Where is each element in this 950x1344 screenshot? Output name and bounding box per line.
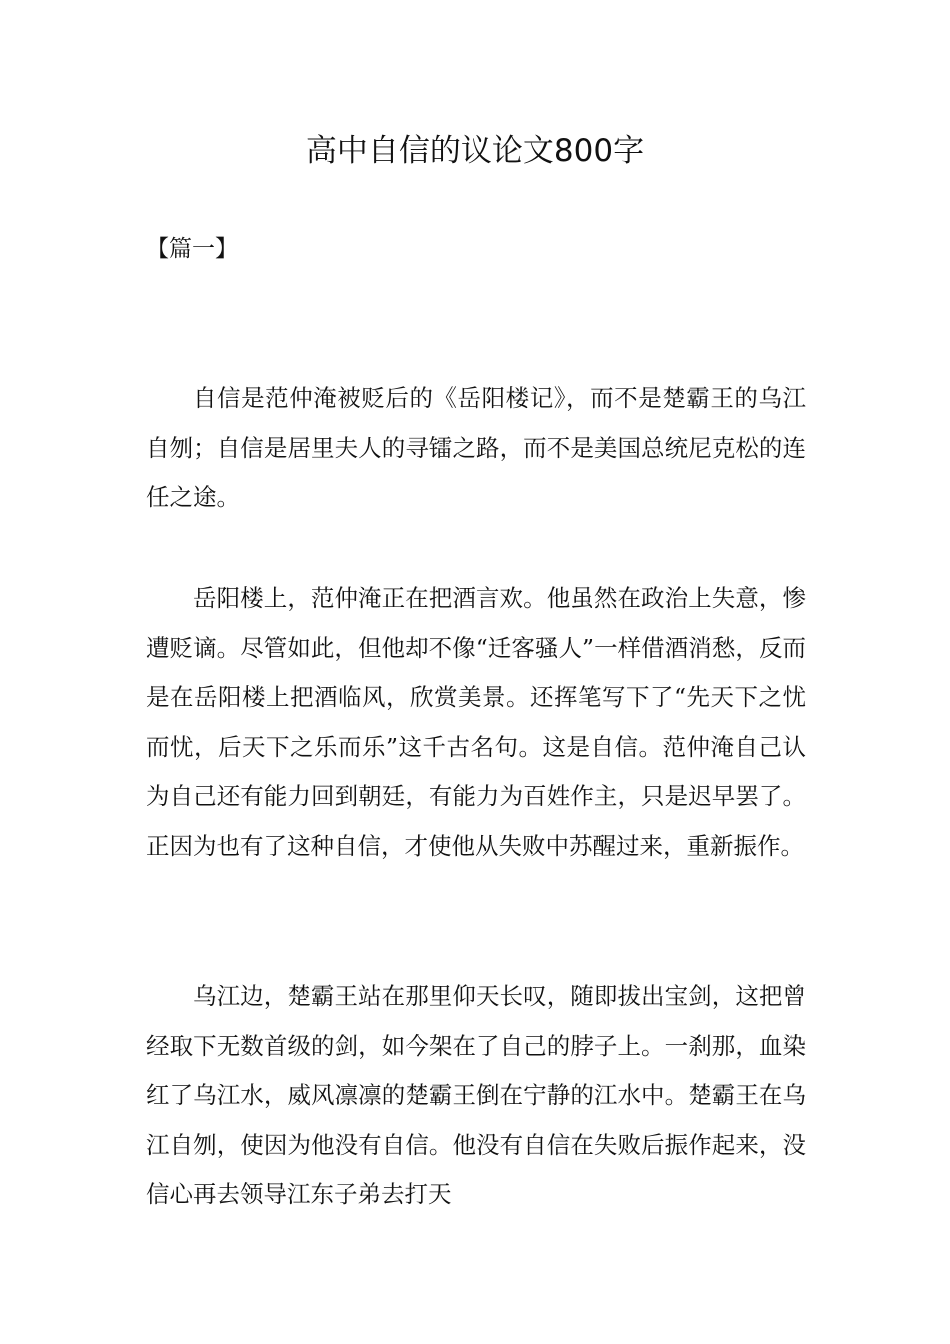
paragraph-2: 岳阳楼上，范仲淹正在把酒言欢。他虽然在政治上失意，惨遭贬谪。尽管如此，但他却不像“迁客骚人”一样借酒消愁，反而是在岳阳楼上把酒临风，欣赏美景。还挥笔写下了“先天下之忧而忧，后天下之乐而乐”这千古名句。这是自信。范仲淹自己认为自己还有能力回到朝廷，有能力为百姓作主，只是迟早罢了。正因为也有了这种自信，才使他从失败中苏醒过来，重新振作。 (146, 584, 806, 860)
section-label: 【篇一】 (146, 236, 238, 262)
paragraph-3: 乌江边，楚霸王站在那里仰天长叹，随即拔出宝剑，这把曾经取下无数首级的剑，如今架在了自己的脖子上。一刹那，血染红了乌江水，威风凛凛的楚霸王倒在宁静的江水中。楚霸王在乌江自刎，使因为他没有自信。他没有自信在失败后振作起来，没信心再去领导江东子弟去打天 (146, 982, 806, 1209)
paragraph-1: 自信是范仲淹被贬后的《岳阳楼记》，而不是楚霸王的乌江自刎；自信是居里夫人的寻镭之路，而不是美国总统尼克松的连任之途。 (146, 384, 806, 512)
document-title: 高中自信的议论文800字 (305, 133, 645, 169)
